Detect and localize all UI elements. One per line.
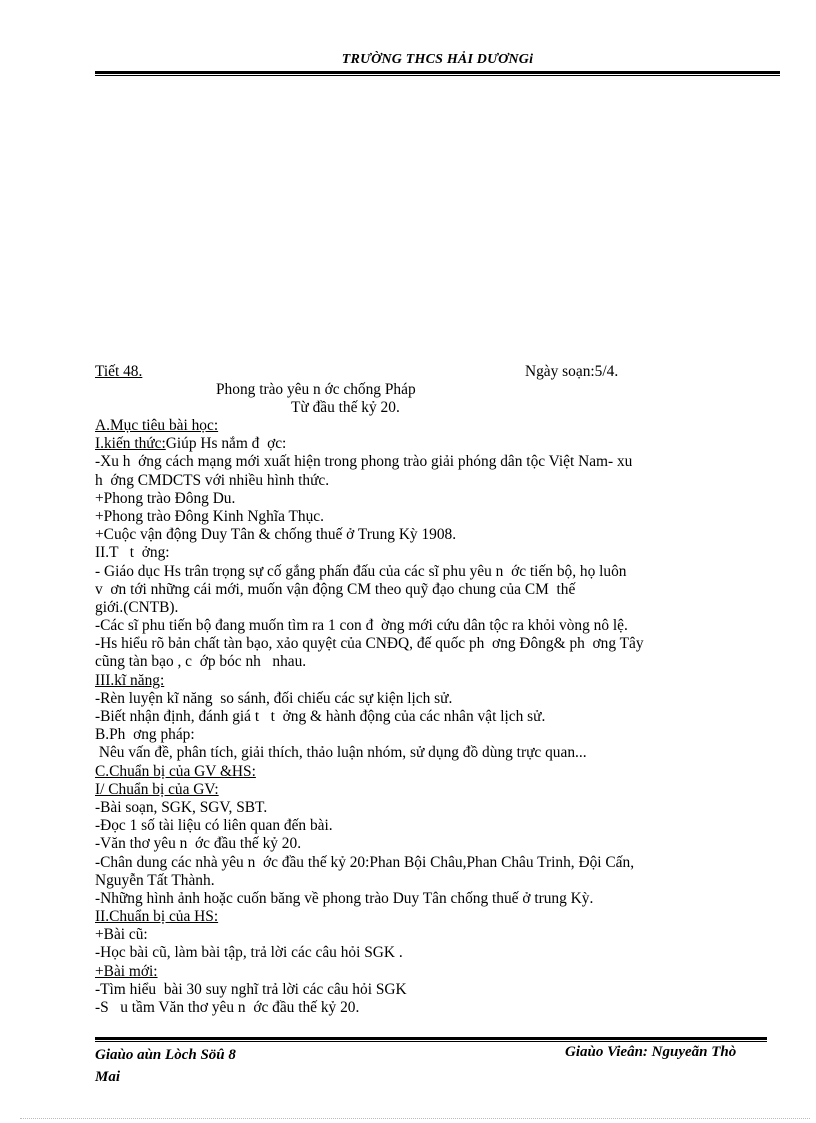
footer-teacher: Giaùo Vieân: Nguyeãn Thò bbox=[565, 1044, 737, 1060]
body-line-text: +Bài cũ: bbox=[95, 926, 148, 944]
body-line bbox=[95, 890, 785, 908]
lesson-title-line2: Từ đầu thế kỷ 20. bbox=[291, 399, 400, 416]
body-line bbox=[95, 508, 785, 526]
body-line bbox=[95, 690, 785, 708]
body-line-text: Nguyễn Tất Thành. bbox=[95, 871, 215, 889]
body-line-text: h ớng CMDCTS với nhiều hình thức. bbox=[95, 471, 330, 489]
body-line bbox=[95, 417, 785, 435]
body-line-text: -Những hình ảnh hoặc cuốn băng về phong trào Duy Tân chống thuế ở trung Kỳ. bbox=[95, 889, 594, 907]
body-line bbox=[95, 635, 785, 653]
body-line bbox=[95, 490, 785, 508]
body-line-text: cũng tàn bạo , c ớp bóc nh nhau. bbox=[95, 653, 307, 671]
body-line bbox=[95, 653, 785, 671]
body-line bbox=[95, 744, 785, 762]
lesson-body bbox=[95, 417, 785, 1017]
body-line bbox=[95, 672, 785, 690]
footer-name-cont: Mai bbox=[95, 1069, 121, 1085]
lesson-period: Tiết 48. bbox=[95, 363, 143, 380]
body-line-text: -Đọc 1 số tài liệu có liên quan đến bài. bbox=[95, 817, 333, 835]
body-line bbox=[95, 563, 785, 581]
body-line bbox=[95, 799, 785, 817]
body-line-heading: III.kĩ năng: bbox=[95, 671, 165, 689]
body-line bbox=[95, 617, 785, 635]
footer-rule-thick bbox=[95, 1037, 767, 1040]
body-line bbox=[95, 908, 785, 926]
body-line bbox=[95, 472, 785, 490]
body-line-text: giới.(CNTB). bbox=[95, 598, 179, 616]
body-line-heading: II.Chuẩn bị của HS: bbox=[95, 908, 219, 926]
body-line-text: -Xu h ớng cách mạng mới xuất hiện trong phong trào giải phóng dân tộc Việt Nam- xu bbox=[95, 453, 633, 471]
lesson-date: Ngày soạn:5/4. bbox=[525, 363, 619, 380]
body-line bbox=[95, 435, 785, 453]
body-line-text: -Bài soạn, SGK, SGV, SBT. bbox=[95, 798, 268, 816]
body-line bbox=[95, 526, 785, 544]
body-line-text: Nêu vấn đề, phân tích, giải thích, thảo luận nhóm, sử dụng đồ dùng trực quan... bbox=[95, 744, 587, 762]
body-line bbox=[95, 726, 785, 744]
body-line-text: -Hs hiểu rõ bản chất tàn bạo, xảo quyệt của CNĐQ, đế quốc ph ơng Đông& ph ơng Tây bbox=[95, 635, 644, 653]
body-line bbox=[95, 453, 785, 471]
body-line-text: -Văn thơ yêu n ớc đầu thế kỷ 20. bbox=[95, 835, 302, 853]
body-line bbox=[95, 872, 785, 890]
body-line-text: +Phong trào Đông Du. bbox=[95, 489, 236, 507]
body-line-text: Giúp Hs nắm đ ợc: bbox=[165, 435, 287, 453]
body-line bbox=[95, 835, 785, 853]
body-line-text: +Cuộc vận động Duy Tân & chống thuế ở Trung Kỳ 1908. bbox=[95, 526, 457, 544]
body-line-text: -Các sĩ phu tiến bộ đang muốn tìm ra 1 con đ ờng mới cứu dân tộc ra khỏi vòng nô lệ. bbox=[95, 617, 628, 635]
body-line-heading: +Bài mới: bbox=[95, 962, 158, 980]
body-line bbox=[95, 544, 785, 562]
body-line-text: -Chân dung các nhà yêu n ớc đầu thế kỷ 20:Phan Bội Châu,Phan Châu Trinh, Đội Cấn, bbox=[95, 853, 635, 871]
body-line bbox=[95, 926, 785, 944]
body-line-text: +Phong trào Đông Kinh Nghĩa Thục. bbox=[95, 507, 324, 525]
body-line bbox=[95, 781, 785, 799]
body-line bbox=[95, 981, 785, 999]
header-rule-thick bbox=[95, 71, 780, 74]
header-rule-thin bbox=[95, 75, 780, 76]
body-line bbox=[95, 944, 785, 962]
body-line bbox=[95, 999, 785, 1017]
body-line-text: -Rèn luyện kĩ năng so sánh, đối chiếu các sự kiện lịch sử. bbox=[95, 689, 453, 707]
body-line-text: -Tìm hiểu bài 30 suy nghĩ trả lời các câu hỏi SGK bbox=[95, 980, 407, 998]
body-line bbox=[95, 708, 785, 726]
lesson-title-line1: Phong trào yêu n ớc chống Pháp bbox=[216, 381, 416, 398]
body-line bbox=[95, 817, 785, 835]
body-line-heading: I/ Chuẩn bị của GV: bbox=[95, 780, 219, 798]
body-line-text: -Biết nhận định, đánh giá t t ởng & hành động của các nhân vật lịch sử. bbox=[95, 708, 546, 725]
body-line-text: v ơn tới những cái mới, muốn vận động CM theo quỹ đạo chung của CM thế bbox=[95, 580, 576, 598]
body-line-text: -Học bài cũ, làm bài tập, trả lời các câu hỏi SGK . bbox=[95, 944, 403, 962]
page-edge-dots bbox=[20, 1118, 810, 1119]
body-line bbox=[95, 581, 785, 599]
body-line bbox=[95, 763, 785, 781]
body-line-heading: C.Chuẩn bị của GV &HS: bbox=[95, 762, 256, 780]
footer-subject: Giaùo aùn Lòch Söû 8 bbox=[95, 1047, 236, 1063]
body-line-heading: I.kiến thức: bbox=[95, 435, 166, 453]
body-line bbox=[95, 599, 785, 617]
body-line bbox=[95, 854, 785, 872]
footer-rule-thin bbox=[95, 1041, 767, 1042]
body-line-heading: A.Mục tiêu bài học: bbox=[95, 417, 219, 434]
body-line-text: -S u tầm Văn thơ yêu n ớc đầu thế kỷ 20. bbox=[95, 999, 360, 1016]
school-header: TRƯỜNG THCS HẢI DƯƠNGi bbox=[341, 52, 534, 67]
body-line bbox=[95, 963, 785, 981]
footer-left bbox=[95, 1044, 236, 1088]
body-line-text: - Giáo dục Hs trân trọng sự cố gắng phấn đấu của các sĩ phu yêu n ớc tiến bộ, họ luôn bbox=[95, 562, 627, 580]
body-line-text: B.Ph ơng pháp: bbox=[95, 726, 195, 744]
body-line-text: II.T t ởng: bbox=[95, 544, 170, 562]
